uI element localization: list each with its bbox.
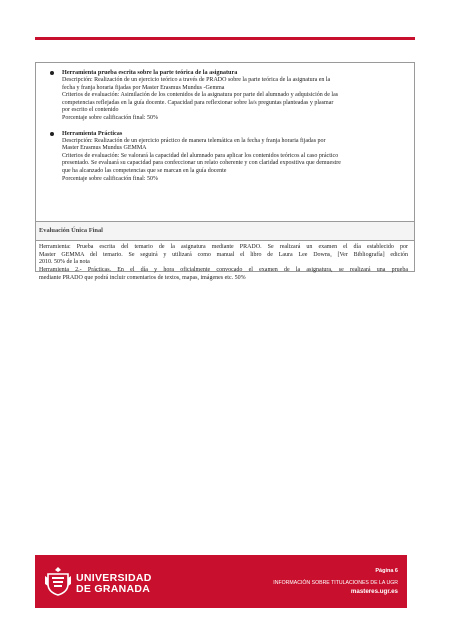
university-logo bbox=[76, 573, 152, 595]
tool-text-line: competencias reflejadas en la guía docente. Capacidad para reflexionar sobre la/s preguntas planteadas y plasmar bbox=[62, 99, 334, 106]
tool-text-line: que ha alcanzado las competencias que se marcan en la guía docente bbox=[62, 167, 227, 174]
tool-text-line: Descripción: Realización de un ejercicio práctico de manera telemática en la fecha y franja horaria fijadas por bbox=[62, 137, 326, 144]
university-seal-icon bbox=[44, 566, 72, 596]
tool-item-practice bbox=[50, 130, 404, 184]
bullet-icon bbox=[50, 132, 54, 136]
logo-line: DE GRANADA bbox=[76, 583, 151, 595]
tool-text-line: Criterios de evaluación: Asimilación de los contenidos de la asignatura por parte del alumnado y adquisición de las bbox=[62, 92, 339, 99]
tool-text-line: por escrito el contenido bbox=[62, 107, 119, 114]
evaluation-table bbox=[35, 62, 415, 281]
tool-title: Herramienta Prácticas bbox=[62, 129, 123, 137]
page-number: Página 6 bbox=[375, 568, 398, 574]
tool-text-line: Master Erasmus Mundus GEMMA bbox=[62, 145, 147, 152]
tools-section bbox=[36, 63, 414, 221]
tool-text-line: Criterios de evaluación: Se valorará la capacidad del alumnado para aplicar los contenidos teóricos al caso práctico bbox=[62, 152, 339, 159]
footer-url-link[interactable]: masteres.ugr.es bbox=[350, 587, 398, 595]
tool-title: Herramienta prueba escrita sobre la parte teórica de la asignatura bbox=[62, 69, 238, 76]
tool-text-line: fecha y franja horaria fijadas por Master Erasmus Mundus -Gemma bbox=[62, 84, 225, 91]
logo-line: UNIVERSIDAD bbox=[76, 572, 152, 584]
final-eval-body bbox=[36, 241, 414, 283]
tool-text-line: Descripción: Realización de un ejercicio teórico a través de PRADO sobre la parte teórica de la asignatura en la bbox=[62, 77, 331, 83]
header-rule bbox=[35, 37, 415, 40]
tool-text-line: Porcentaje sobre calificación final: 50% bbox=[62, 114, 158, 121]
final-eval-line: Herramienta: Prueba escrita del temario de la asignatura mediante PRADO. Se realizará un examen el día establecido por bbox=[39, 244, 408, 250]
tool-text-line: presentado. Se evaluará su capacidad para confeccionar un relato coherente y con claridad expositiva que demuestre bbox=[62, 160, 341, 167]
final-eval-line: Herramienta 2.- Prácticas. En el día y hora oficialmente convocado el examen de la asignatura, se realizará una prueba bbox=[39, 267, 408, 274]
final-eval-heading: Evaluación Única Final bbox=[36, 222, 414, 241]
final-eval-line: Master GEMMA del temario. Se seguirá y utilizará como manual el libro de Laura Lee Downs, [Ver Bibliografía] edición bbox=[39, 251, 408, 258]
footer-info bbox=[273, 580, 398, 595]
final-eval-line: mediante PRADO que podrá incluir comentarios de textos, mapas, imágenes etc. 50% bbox=[39, 274, 246, 281]
bullet-icon bbox=[50, 71, 54, 75]
footer-info-text: INFORMACIÓN SOBRE TITULACIONES DE LA UGR bbox=[273, 580, 398, 586]
final-eval-line: 2010. 50% de la nota bbox=[39, 259, 90, 266]
tool-text-line: Porcentaje sobre calificación final: 50% bbox=[62, 175, 158, 182]
tool-item-theory bbox=[50, 69, 404, 123]
